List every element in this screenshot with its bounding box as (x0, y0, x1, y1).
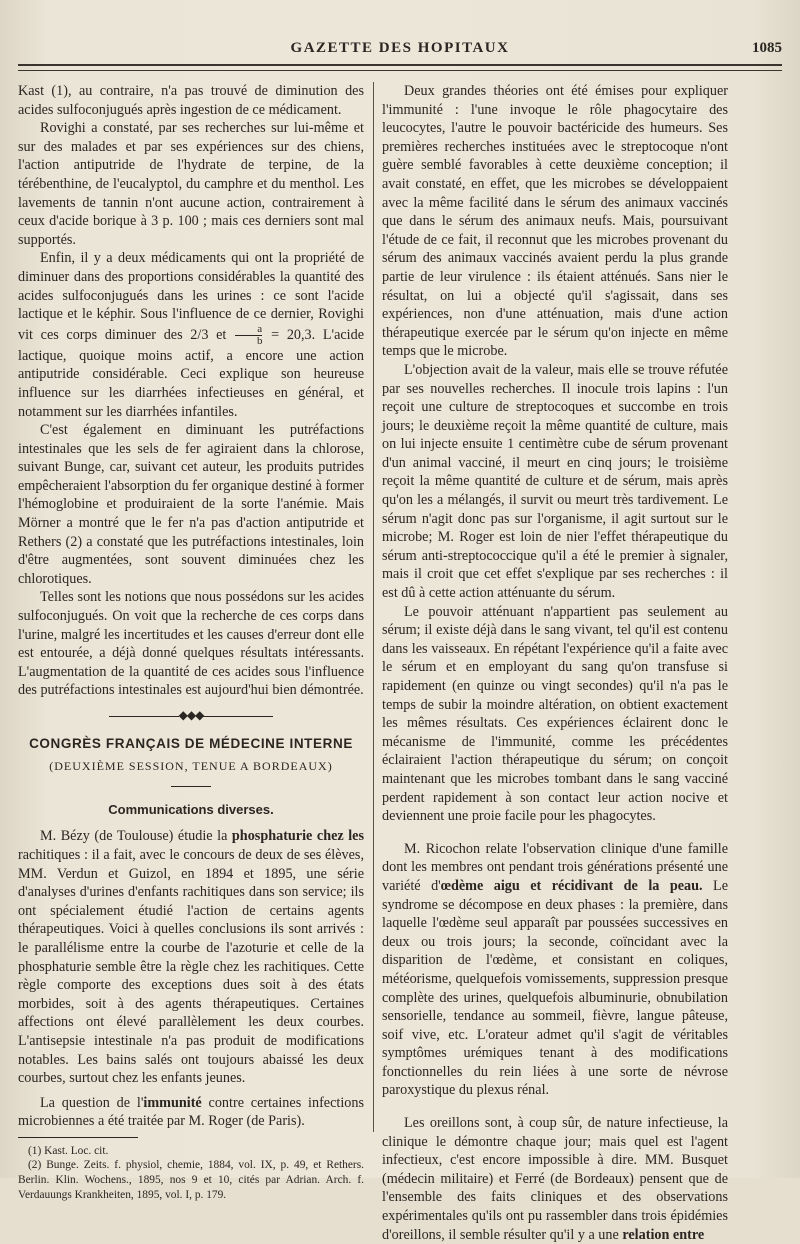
text-run: contre certaines infections microbiennes a été traitée par M. Roger (de Paris). (18, 1094, 364, 1130)
text-run: Les oreillons sont, à coup sûr, de nature infectieuse, la clinique le démontre chaque jour; mais quel est l'agent infectieux, c'est encore impossible à dire. MM. Busquet (médecin militaire) et Ferré (de Bordeaux) pensent que de l'ensemble des faits cliniques et des observations expérimentales qu'ils ont pu rassembler dans trois épidémies d'oreillons, il semble résulter qu'il y a une (382, 1115, 728, 1243)
paragraph: C'est également en diminuant les putréfactions intestinales que les sels de fer agiraient dans la chlorose, suivant Bunge, car, suivant cet auteur, les produits putrides empêcheraient l'absorption du fer organique destiné à former l'hémoglobine et produiraient de la sorte l'anémie. Mais Mörner a montré que le fer n'a pas d'action antiputride et Rethers (2) a constaté que les putréfactions intestinales, loin d'être augmentées, sont souvent diminuées chez les chlorotiques. (18, 422, 364, 587)
paragraph-with-fraction (18, 249, 364, 421)
text-run: = 20,3. L'acide lactique, quoique moins actif, a encore une action antiputride considérable. Ceci explique son heureuse influence sur les diarrhées infectieuses en général, et notamment sur les diarrhées infantiles. (18, 326, 365, 420)
paragraph (18, 827, 364, 1087)
bold-run: phosphaturie chez les (231, 828, 364, 845)
bold-run: œdème aigu et récidivant de la peau. (440, 877, 703, 894)
paragraph (382, 840, 728, 1100)
right-column (382, 82, 728, 1244)
text-run: Le syndrome se décompose en deux phases : la première, dans laquelle l'œdème seul apparaît par poussées successives en deux ou trois jours; la seconde, coïncidant avec la disparition de l'œdème, et consistant en coliques, météorisme, quelquefois vomissements, suppression presque complète des urines, quelquefois albuminurie, obnubilation sensorielle, tendance au sommeil, fièvre, langue pâteuse, soif vive, etc. L'orateur admet qu'il s'agit de véritables symptômes urémiques tenant à des modifications fonctionnelles du rein liées à une sorte de névrose paroxystique du plexus rénal. (382, 877, 728, 1099)
running-title: GAZETTE DES HOPITAUX (290, 40, 510, 56)
section-title: CONGRÈS FRANÇAIS DE MÉDECINE INTERNE (29, 735, 353, 751)
footnote: (1) Kast. Loc. cit. (28, 1144, 109, 1157)
page-header (18, 38, 782, 62)
footnotes (18, 1144, 364, 1202)
paragraph: L'objection avait de la valeur, mais elle se trouve réfutée par ses nouvelles recherches. Il inocule trois lapins : l'un reçoit une culture de streptocoques et succombe en trois jours; le deuxième reçoit la même quantité de culture, mais on lui injecte ensuite 1 centimètre cube de sérum provenant d'un animal vacciné, il meurt en cinq jours; le troisième reçoit la même quantité de culture et de sérum, mais après qu'on les a mélangés, il survit ou meurt très tardivement. Le sérum n'agit donc pas sur l'organisme, il agit surtout sur le microbe; M. Roger est loin de nier l'effet thérapeutique du sérum anti-streptococcique qu'il a été le premier à signaler, mais il croit que cet effet s'explique par ses recherches : il est dû à cette action atténuante du sérum. (382, 361, 728, 602)
paragraph: Deux grandes théories ont été émises pour expliquer l'immunité : l'une invoque le rôle phagocytaire des leucocytes, l'autre le pouvoir bactéricide des humeurs. Ses premières recherches instituées avec le streptocoque n'ont guère semblé favorables à cette deuxième conception; il avait constaté, en effet, que les microbes se développaient avec la même facilité dans le sérum des animaux vaccinés que dans le sérum des animaux neufs. Mais, poursuivant l'étude de ce fait, il reconnut que les microbes provenant du sérum des animaux vaccinés avaient perdu la plus grande partie de leur virulence : ils étaient atténués. Sans nier le résultat, on lui a objecté qu'il s'agissait, dans ses expériences, non d'une atténuation, mais d'une action thérapeutique exercée par le sérum qu'on injecte en même temps que le microbe. (382, 83, 728, 360)
subheading: Communications diverses. (108, 801, 274, 817)
ornament-divider: ◆◆◆ (18, 706, 364, 725)
left-column (18, 82, 364, 1202)
ornament-line (203, 716, 273, 717)
text-run: Enfin, il y a deux médicaments qui ont la propriété de diminuer dans des proportions considérables la quantité des acides sulfoconjugués dans les urines : ce sont l'acide lactique et le képhir. Sous l'influence de ce dernier, Rovighi vit ces corps diminuer des 2/3 et (18, 250, 364, 343)
header-rule-thick (18, 64, 782, 66)
fraction-numerator: a (257, 322, 263, 335)
text-run: rachitiques : il a fait, avec le concours de deux de ses élèves, MM. Verdun et Guizol, en 1894 et 1895, une série d'analyses d'urines d'enfants rachitiques dans son service; ils ont spécialement étudié l'action de certains agents thérapeutiques. Voici à quelles conclusions ils sont arrivés : le parallélisme entre la courbe de l'azoturie et celle de la phosphaturie semble être la règle chez les rachitiques. Cette règle comporte des exceptions dues soit à des états morbides, soit à des agents thérapeutiques. Certaines affections ont élevé parallèlement les deux courbes. L'antisepsie intestinale n'a pas produit de modifications notables. Les bains salés ont toujours abaissé les deux courbes, surtout chez les enfants jeunes. (18, 846, 364, 1087)
paragraph: Telles sont les notions que nous possédons sur les acides sulfoconjugués. On voit que la recherche de ces corps dans l'urine, malgré les incertitudes et les causes d'erreur dont elle est entourée, a déjà donné quelques résultats intéressants. L'augmentation de la quantité de ces acides sous l'influence des putréfactions intestinales est aujourd'hui bien démontrée. (18, 589, 364, 699)
paragraph: Kast (1), au contraire, n'a pas trouvé de diminution des acides sulfoconjugués après ingestion de ce médicament. (18, 83, 364, 118)
page-number: 1085 (752, 40, 782, 56)
paragraph: Le pouvoir atténuant n'appartient pas seulement au sérum; il existe déjà dans le sang vivant, tel qu'il est contenu dans les vaisseaux. En répétant l'expérience qu'il a faite avec le sérum et en employant du sang qu'on transfuse si rapidement (en quinze ou vingt secondes) qu'il n'a pas le temps de subir la moindre altération, on obtient exactement les mêmes résultats. Ces expériences éclairent donc le mécanisme de l'immunité, comme les précédentes éclairaient l'action thérapeutique du sérum; on conçoit maintenant que les microbes tombant dans le sang vacciné perdent rapidement à son contact leur action nocive et deviennent une proie facile pour les phagocytes. (382, 603, 728, 825)
paragraph: Rovighi a constaté, par ses recherches sur lui-même et sur des malades et par ses expériences sur des chiens, l'action antiputride de l'hydrate de terpine, de la térébenthine, de l'eucalyptol, du camphre et du menthol. Les lavements de tannin n'ont aucune action, contrairement à ceux d'acide borique à 3 p. 100 ; mais ces derniers sont mal supportés. (18, 120, 364, 248)
ornament-line (109, 716, 179, 717)
column-divider (373, 82, 374, 1132)
fraction (235, 324, 263, 347)
footnote-rule (18, 1137, 138, 1138)
spacer (382, 1100, 728, 1114)
paragraph (382, 1114, 728, 1244)
spacer (382, 826, 728, 840)
header-rule-thin (18, 70, 782, 71)
bold-run: relation entre (622, 1226, 705, 1243)
text-run: M. Ricochon relate l'observation clinique d'une famille dont les membres ont pendant trois générations présenté une variété d' (382, 840, 728, 894)
text-run: La question de l' (40, 1094, 144, 1111)
fraction-denominator: b (235, 335, 263, 347)
short-rule (171, 786, 211, 787)
footnote: (2) Bunge. Zeits. f. physiol, chemie, 1884, vol. IX, p. 49, et Rethers. Berlin. Klin. Wochens., 1895, nos 9 et 10, cités par Adrian. Arch. f. Verdauungs Krankheiten, 1895, vol. I, p. 179. (18, 1159, 364, 1201)
section-subtitle: (DEUXIÈME SESSION, TENUE A BORDEAUX) (49, 759, 333, 774)
bold-run: immunité (143, 1094, 202, 1111)
paragraph (18, 1094, 364, 1131)
text-run: M. Bézy (de Toulouse) étudie la (40, 828, 232, 845)
